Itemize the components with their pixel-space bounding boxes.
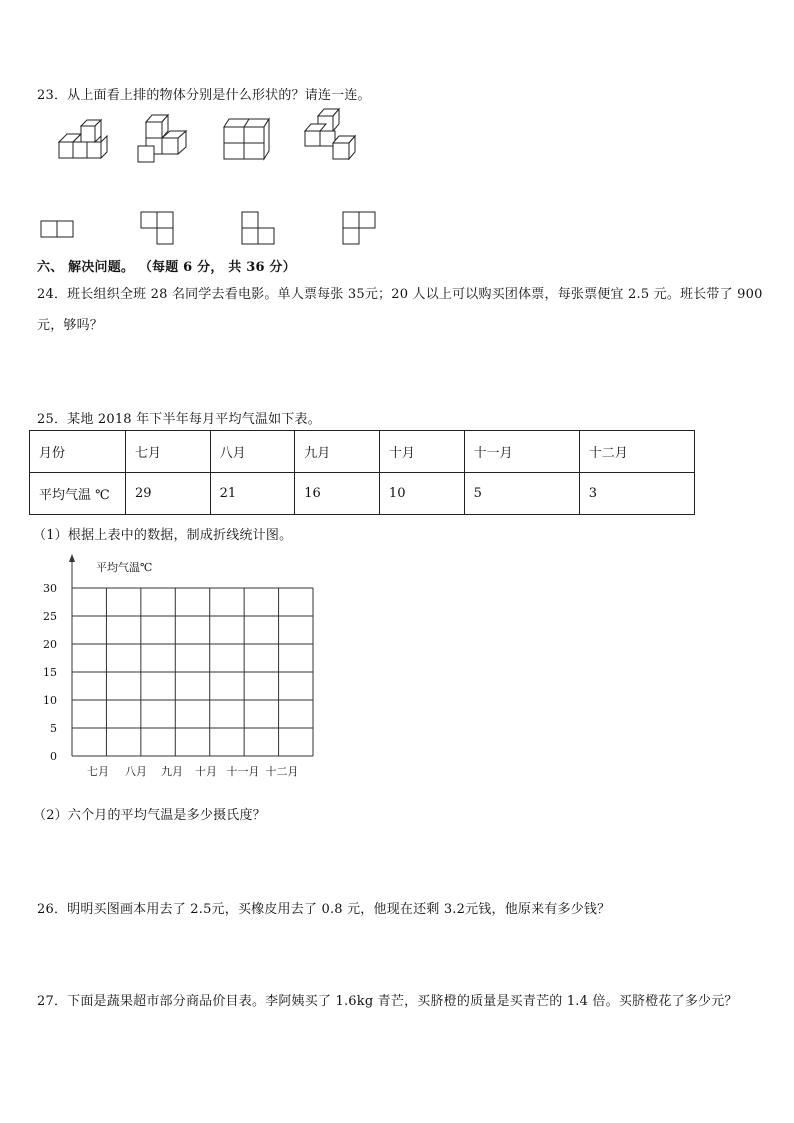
y-axis-arrow (69, 554, 75, 562)
x-tick-label: 十二月 (265, 765, 299, 778)
y-tick-label: 10 (43, 694, 57, 707)
table-cell: 十二月 (579, 431, 694, 473)
question-24-line-2: 元，够吗？ (37, 318, 104, 333)
x-tick-label: 十一月 (226, 765, 260, 778)
table-cell: 七月 (126, 431, 211, 473)
question-25-sub-2: （2）六个月的平均气温是多少摄氏度？ (33, 808, 266, 823)
table-cell: 十一月 (464, 431, 579, 473)
question-25-text: 25．某地 2018 年下半年每月平均气温如下表。 (37, 412, 321, 427)
y-axis-label: 平均气温℃ (96, 561, 153, 574)
y-tick-label: 0 (50, 750, 57, 763)
y-tick-label: 5 (50, 722, 57, 735)
question-27-text: 27．下面是蔬果超市部分商品价目表。李阿姨买了 1.6kg 青芒，买脐橙的质量是买青芒的 1.4 倍。买脐橙花了多少元？ (37, 994, 738, 1009)
question-23-text: 23．从上面看上排的物体分别是什么形状的？请连一连。 (37, 88, 371, 103)
table-cell: 八月 (210, 431, 295, 473)
table-cell: 九月 (295, 431, 380, 473)
section-6-title: 六、 解决问题。 （每题 6 分， 共 36 分） (37, 260, 296, 275)
x-tick-label: 九月 (161, 765, 183, 778)
table-cell: 十月 (379, 431, 464, 473)
table-cell: 月份 (30, 431, 126, 473)
x-tick-label: 十月 (195, 765, 217, 778)
table-cell: 5 (464, 473, 579, 515)
table-cell: 平均气温 ℃ (30, 473, 126, 515)
y-tick-label: 15 (43, 666, 57, 679)
y-tick-label: 20 (43, 638, 57, 651)
question-24-line-1: 24．班长组织全班 28 名同学去看电影。单人票每张 35元；20 人以上可以购买团体票，每张票便宜 2.5 元。班长带了 900 (37, 287, 763, 302)
x-tick-label: 七月 (87, 765, 109, 778)
table-cell: 10 (379, 473, 464, 515)
table-cell: 3 (579, 473, 694, 515)
table-cell: 29 (126, 473, 211, 515)
table-cell: 16 (295, 473, 380, 515)
y-tick-label: 30 (43, 582, 57, 595)
table-cell: 21 (210, 473, 295, 515)
y-tick-label: 25 (43, 610, 57, 623)
question-25-sub-1: （1）根据上表中的数据，制成折线统计图。 (33, 528, 293, 543)
question-26-text: 26．明明买图画本用去了 2.5元，买橡皮用去了 0.8 元，他现在还剩 3.2元钱，他原来有多少钱？ (37, 902, 611, 917)
x-tick-label: 八月 (125, 765, 147, 778)
